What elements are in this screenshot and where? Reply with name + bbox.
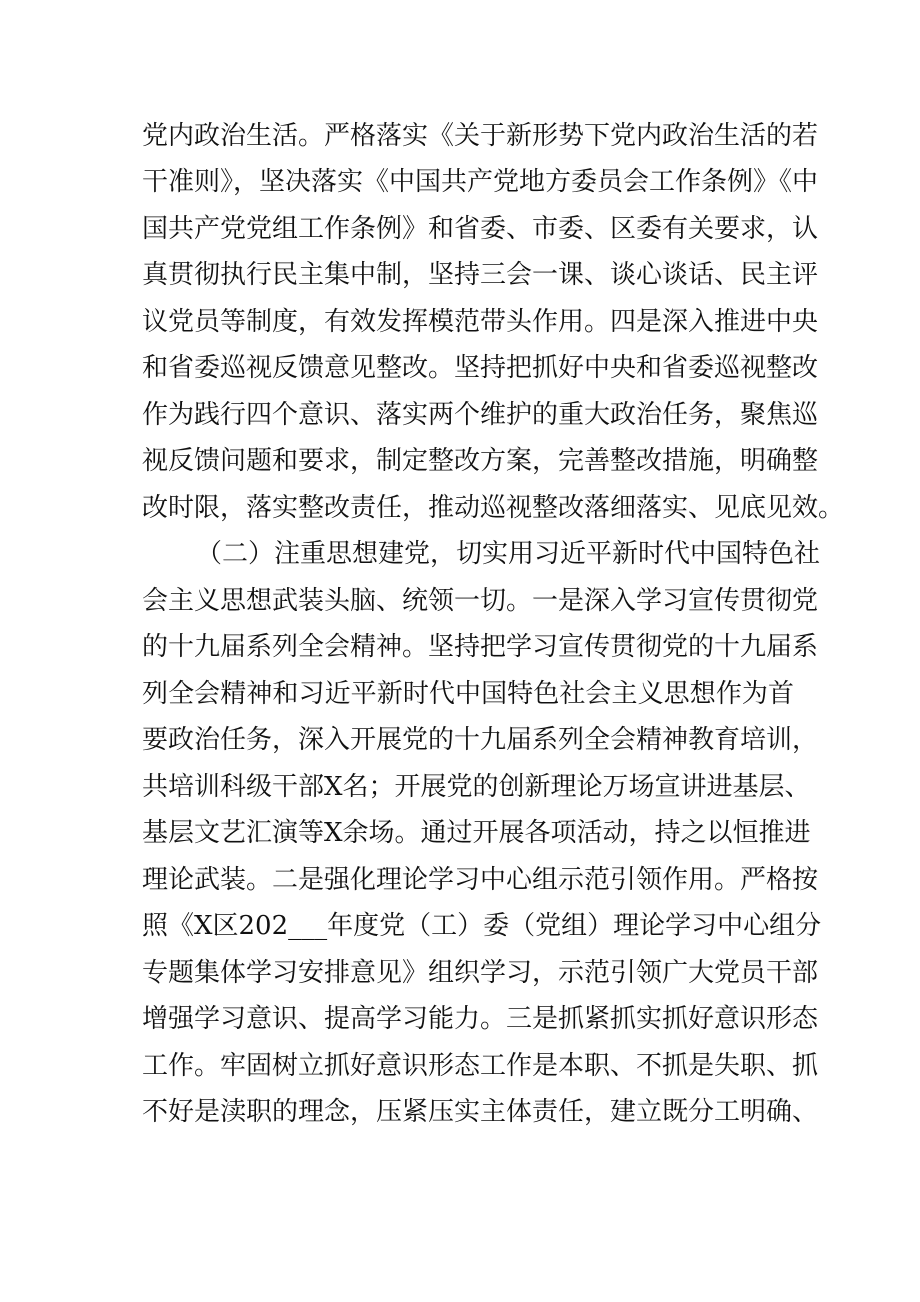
text-line-21: 工作。牢固树立抓好意识形态工作是本职、不抓是失职、抓 [142, 1051, 819, 1081]
text-line-1: 党内政治生活。严格落实《关于新形势下党内政治生活的若 [142, 121, 819, 151]
text-line-13: 列全会精神和习近平新时代中国特色社会主义思想作为首 [142, 679, 794, 709]
text-line-15: 共培训科级干部X名；开展党的创新理论万场宣讲进基层、 [142, 772, 811, 802]
text-line-18: 照《X区202___年度党（工）委（党组）理论学习中心组分 [142, 911, 822, 941]
text-line-9: 改时限，落实整改责任，推动巡视整改落细落实、见底见效。 [142, 493, 845, 523]
text-line-10: （二）注重思想建党，切实用习近平新时代中国特色社 [196, 539, 821, 569]
text-line-2: 干准则》，坚决落实《中国共产党地方委员会工作条例》《中 [142, 167, 819, 197]
text-line-17: 理论武装。二是强化理论学习中心组示范引领作用。严格按 [142, 865, 819, 895]
text-line-11: 会主义思想武装头脑、统领一切。一是深入学习宣传贯彻党 [142, 586, 819, 616]
text-line-8: 视反馈问题和要求，制定整改方案，完善整改措施，明确整 [142, 446, 819, 476]
text-line-7: 作为践行四个意识、落实两个维护的重大政治任务，聚焦巡 [142, 400, 819, 430]
text-line-20: 增强学习意识、提高学习能力。三是抓紧抓实抓好意识形态 [142, 1004, 819, 1034]
text-line-4: 真贯彻执行民主集中制，坚持三会一课、谈心谈话、民主评 [142, 260, 819, 290]
text-line-3: 国共产党党组工作条例》和省委、市委、区委有关要求，认 [142, 214, 819, 244]
text-line-22: 不好是渎职的理念，压紧压实主体责任，建立既分工明确、 [142, 1097, 819, 1127]
text-line-5: 议党员等制度，有效发挥模范带头作用。四是深入推进中央 [142, 307, 819, 337]
text-line-19: 专题集体学习安排意见》组织学习，示范引领广大党员干部 [142, 958, 819, 988]
text-line-6: 和省委巡视反馈意见整改。坚持把抓好中央和省委巡视整改 [142, 353, 819, 383]
text-line-12: 的十九届系列全会精神。坚持把学习宣传贯彻党的十九届系 [142, 632, 819, 662]
text-line-14: 要政治任务，深入开展党的十九届系列全会精神教育培训， [142, 725, 819, 755]
text-line-16: 基层文艺汇演等X余场。通过开展各项活动，持之以恒推进 [142, 818, 811, 848]
